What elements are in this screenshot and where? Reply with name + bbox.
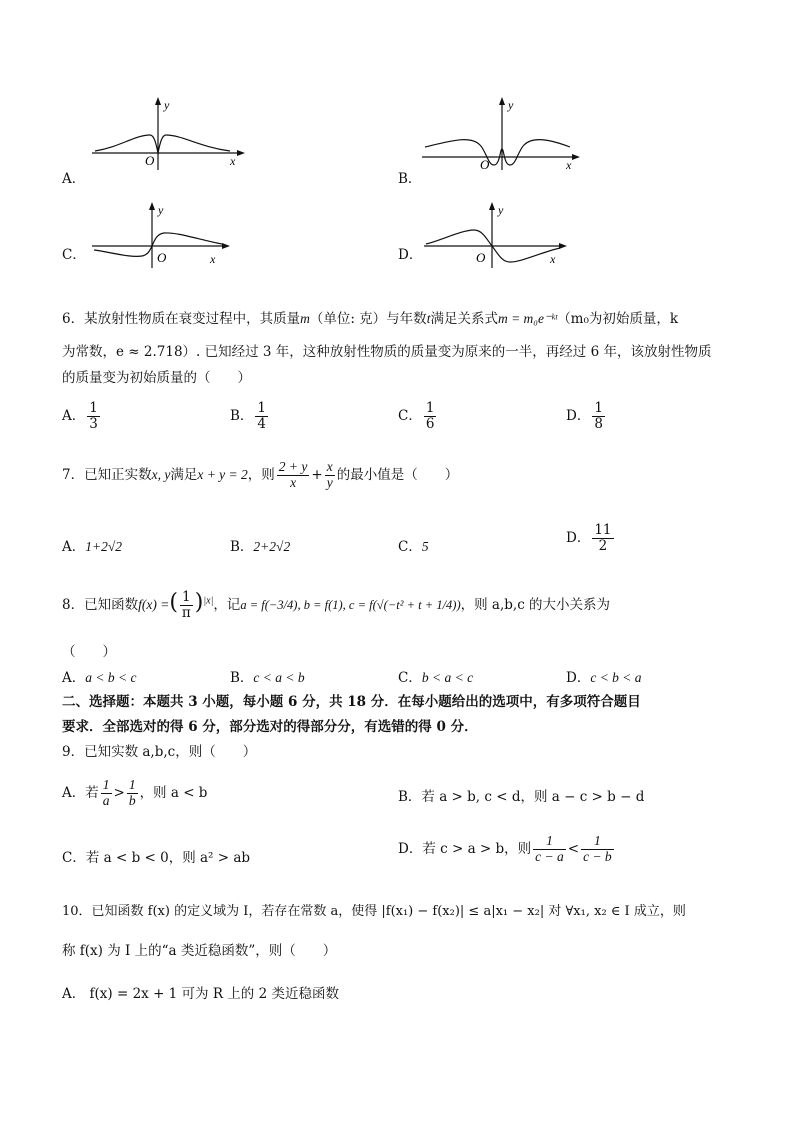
q6-option-a: A． $\frac{1}{3}$: [62, 400, 98, 432]
graph-a-x: x: [230, 154, 236, 168]
q7-option-c: C．5: [398, 539, 429, 555]
q7-option-a: A．1+2√2: [62, 539, 123, 555]
q6-option-c: C． $\frac{1}{6}$: [398, 400, 435, 432]
graph-d: [422, 200, 572, 272]
q9-option-b: B．若 a > b, c < d，则 a − c > b − d: [398, 789, 645, 805]
q6-option-d: D． $\frac{1}{8}$: [566, 400, 603, 432]
q9-option-c: C．若 a < b < 0，则 a² > ab: [62, 850, 251, 866]
graph-a-y: y: [164, 98, 170, 112]
q10-line2: 称 f(x) 为 I 上的“a 类近稳函数”，则（ ）: [62, 943, 337, 959]
q8-option-b: B．c < a < b: [230, 670, 305, 686]
graph-c: [90, 200, 235, 272]
graph-a-origin: O: [145, 153, 155, 168]
q6-line2: 为常数，e ≈ 2.718）. 已知经过 3 年，这种放射性物质的质量变为原来的一半，再经过 6 年，该放射性物质: [62, 344, 712, 360]
option-c-label: C．: [62, 247, 86, 263]
q9-stem: 9．已知实数 a,b,c，则（ ）: [62, 744, 257, 760]
q8-stem: 8．已知函数f(x) =( $\frac{1}{\pi}$ )$^{|x|}$，记a = f(−3/4), b = f(1), c = f(√(−t² + t + 1/4))，则 a,b,c 的大小关系为: [62, 589, 611, 621]
q9-option-a: A．若 $\frac{1}{a}$ > $\frac{1}{b}$ ，则 a < b: [62, 777, 208, 808]
q10-line1: 10．已知函数 f(x) 的定义域为 I，若存在常数 a，使得 |f(x₁) − f(x₂)| ≤ a|x₁ − x₂| 对 ∀x₁, x₂ ∈ I 成立，则: [62, 904, 686, 919]
graph-b-x: x: [566, 158, 572, 172]
q8-option-c: C．b < a < c: [398, 670, 474, 686]
q7-stem: 7．已知正实数x, y满足x + y = 2，则 $\frac{2 + y}{x}$ + $\frac{x}{y}$ 的最小值是（ ）: [62, 459, 459, 490]
section2-line1: 二、选择题：本题共 3 小题，每小题 6 分，共 18 分．在每小题给出的选项中，有多项符合题目: [62, 694, 641, 710]
q8-option-d: D．c < b < a: [566, 670, 642, 686]
graph-a: [90, 95, 250, 175]
graph-c-x: x: [210, 252, 216, 266]
section2-line2: 要求．全部选对的得 6 分，部分选对的得部分分，有选错的得 0 分．: [62, 719, 478, 735]
graph-c-origin: O: [157, 250, 167, 265]
q7-option-d: D． $\frac{11}{2}$: [566, 522, 612, 554]
option-b-label: B．: [398, 171, 422, 187]
graph-c-y: y: [158, 203, 164, 217]
graph-b: [420, 95, 585, 175]
option-d-label: D．: [398, 247, 423, 263]
q8-paren: （ ）: [62, 644, 116, 660]
q7-option-b: B．2+2√2: [230, 539, 291, 555]
option-a-label: A．: [62, 171, 86, 187]
q6-option-b: B． $\frac{1}{4}$: [230, 400, 267, 432]
graph-d-x: x: [550, 252, 556, 266]
q10-option-a: A． f(x) = 2x + 1 可为 R 上的 2 类近稳函数: [62, 986, 339, 1002]
graph-d-origin: O: [476, 250, 486, 265]
q6-formula: m = m₀e⁻ᵏᵗ: [497, 311, 558, 326]
q6-line1: 6．某放射性物质在衰变过程中，其质量m（单位: 克）与年数t满足关系式m = m₀e⁻ᵏᵗ（m₀为初始质量，k: [62, 311, 679, 327]
q6-line3: 的质量变为初始质量的（ ）: [62, 370, 251, 386]
graph-b-origin: O: [480, 157, 490, 172]
q8-option-a: A．a < b < c: [62, 670, 137, 686]
q9-option-d: D．若 c > a > b，则 $\frac{1}{c - a}$ < $\frac{1}{c - b}$: [398, 833, 612, 864]
graph-b-y: y: [508, 98, 514, 112]
graph-d-y: y: [498, 203, 504, 217]
